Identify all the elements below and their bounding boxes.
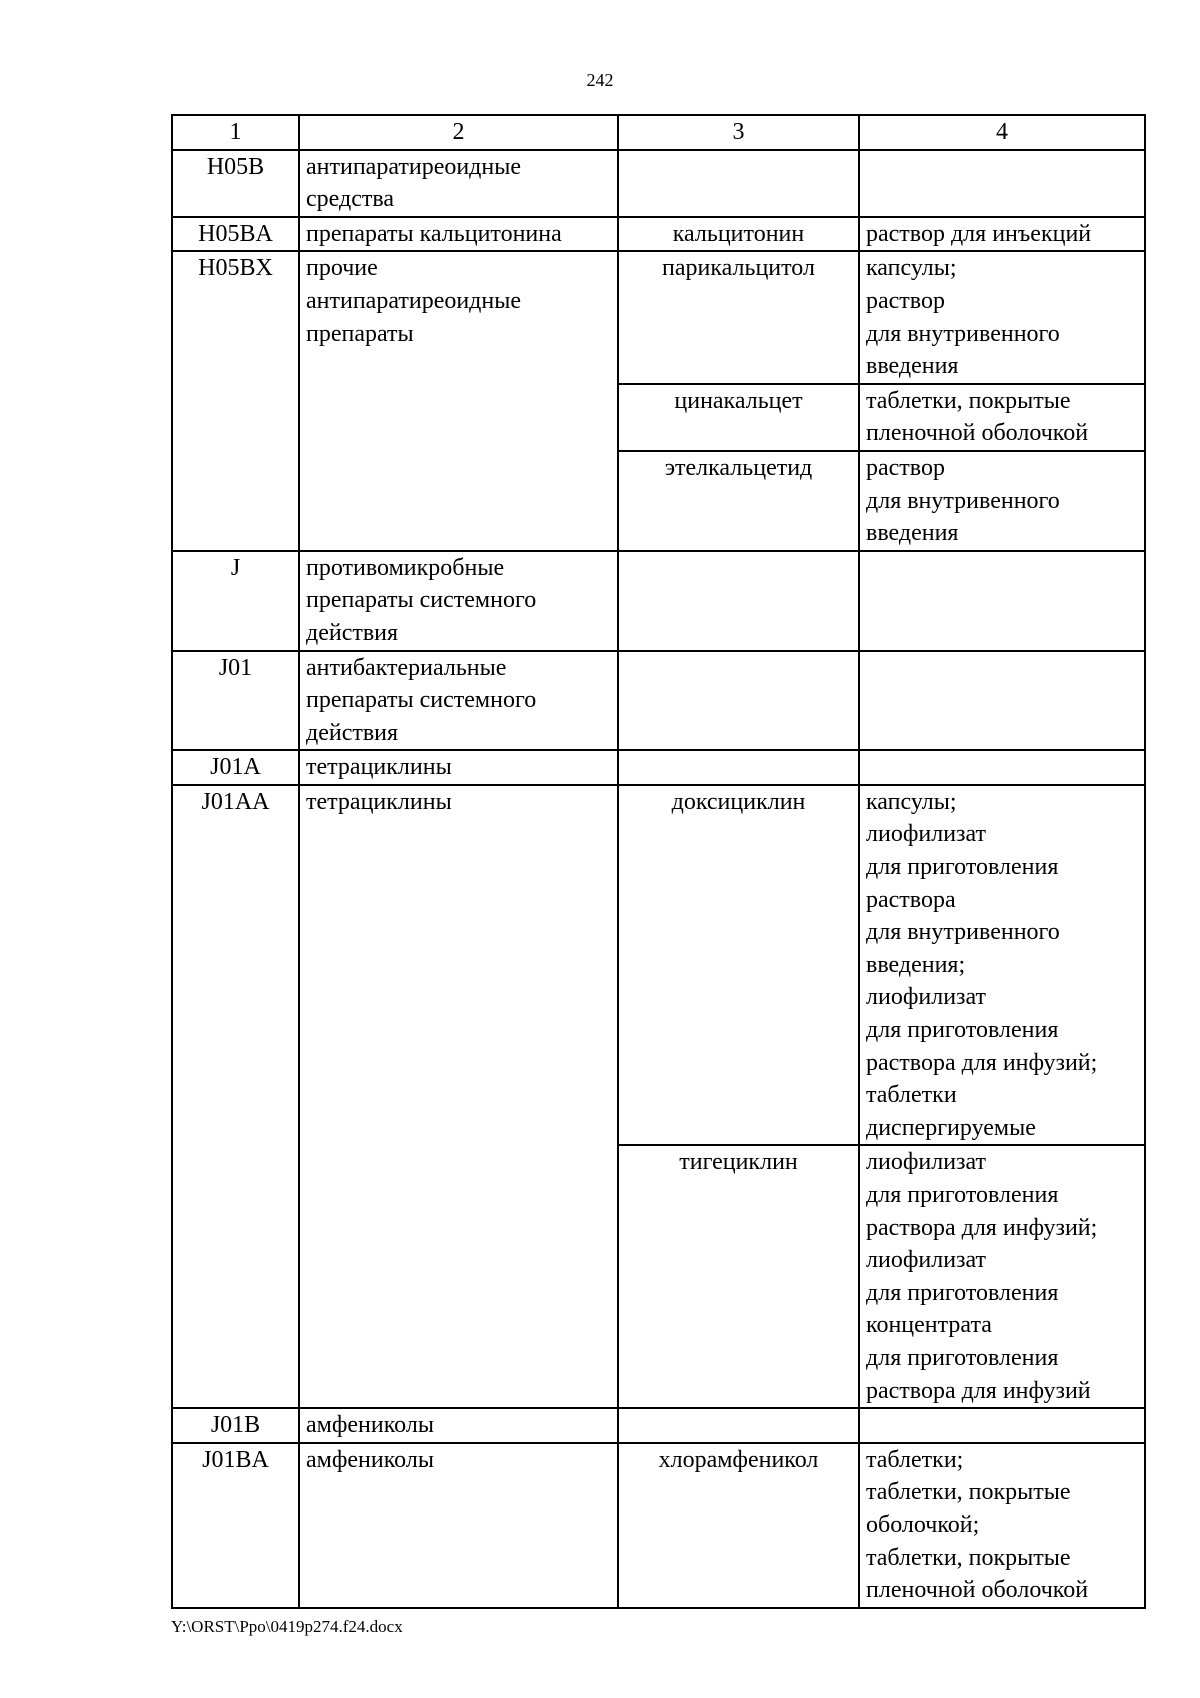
dosage-form-cell-line: для приготовления	[866, 1344, 1059, 1371]
inn-cell: цинакальцет	[618, 384, 859, 451]
table-row	[172, 651, 1145, 751]
inn-cell	[618, 1408, 859, 1443]
dosage-form-cell-line: капсулы;	[866, 788, 957, 815]
dosage-form-cell-line: введения	[866, 520, 959, 547]
group-name-cell-line: антипаратиреоидные	[306, 153, 522, 180]
group-name-cell-line: амфениколы	[306, 1412, 434, 1439]
group-name-cell	[299, 217, 618, 252]
group-name-cell-line: препараты кальцитонина	[306, 220, 562, 247]
dosage-form-cell-line: таблетки	[866, 1082, 957, 1109]
inn-cell: парикальцитол	[618, 251, 859, 383]
page-number: 242	[586, 70, 614, 90]
dosage-form-cell	[859, 384, 1145, 451]
dosage-form-cell-line: для приготовления	[866, 1279, 1059, 1306]
group-name-cell-line: средства	[306, 186, 395, 213]
table-row	[172, 551, 1145, 651]
table-row	[172, 150, 1145, 217]
atc-code-cell: H05BA	[172, 217, 299, 252]
group-name-cell-line: препараты системного	[306, 587, 537, 614]
dosage-form-cell	[859, 1443, 1145, 1608]
group-name-cell	[299, 1443, 618, 1608]
inn-cell: доксициклин	[618, 785, 859, 1146]
dosage-form-cell-line: для приготовления	[866, 1017, 1059, 1044]
dosage-form-cell-line: лиофилизат	[866, 821, 987, 848]
atc-code-cell: H05B	[172, 150, 299, 217]
dosage-form-cell	[859, 785, 1145, 1146]
dosage-form-cell	[859, 750, 1145, 785]
inn-cell: хлорамфеникол	[618, 1443, 859, 1608]
atc-code-cell: J	[172, 551, 299, 651]
dosage-form-cell-line: введения	[866, 353, 959, 380]
dosage-form-cell-line: таблетки;	[866, 1446, 964, 1473]
dosage-form-cell-line: для приготовления	[866, 854, 1059, 881]
drug-table	[171, 114, 1146, 1609]
inn-cell: этелкальцетид	[618, 451, 859, 551]
dosage-form-cell-line: раствора для инфузий	[866, 1377, 1091, 1404]
group-name-cell-line: действия	[306, 619, 399, 646]
atc-code-cell: J01AA	[172, 785, 299, 1408]
table-row	[172, 251, 1145, 383]
dosage-form-cell-line: лиофилизат	[866, 1247, 987, 1274]
dosage-form-cell-line: оболочкой;	[866, 1511, 980, 1538]
dosage-form-cell-line: концентрата	[866, 1312, 992, 1339]
dosage-form-cell-line: раствора	[866, 886, 956, 913]
column-header: 1	[172, 115, 299, 150]
dosage-form-cell-line: введения;	[866, 951, 966, 978]
group-name-cell	[299, 1408, 618, 1443]
column-header: 4	[859, 115, 1145, 150]
inn-cell	[618, 551, 859, 651]
group-name-cell-line: действия	[306, 719, 399, 746]
atc-code-cell: H05BX	[172, 251, 299, 550]
group-name-cell-line: прочие	[306, 255, 378, 282]
group-name-cell	[299, 150, 618, 217]
dosage-form-cell	[859, 150, 1145, 217]
dosage-form-cell-line: диспергируемые	[866, 1114, 1036, 1141]
dosage-form-cell-line: пленочной оболочкой	[866, 1577, 1089, 1604]
table-row	[172, 1443, 1145, 1608]
dosage-form-cell-line: для внутривенного	[866, 487, 1060, 514]
dosage-form-cell	[859, 251, 1145, 383]
group-name-cell-line: противомикробные	[306, 554, 505, 581]
group-name-cell-line: препараты системного	[306, 687, 537, 714]
dosage-form-cell-line: лиофилизат	[866, 1149, 987, 1176]
table-row	[172, 1408, 1145, 1443]
dosage-form-cell-line: для внутривенного	[866, 919, 1060, 946]
atc-code-cell: J01BA	[172, 1443, 299, 1608]
dosage-form-cell	[859, 1145, 1145, 1408]
group-name-cell-line: антибактериальные	[306, 654, 507, 681]
group-name-cell-line: антипаратиреоидные	[306, 287, 522, 314]
group-name-cell	[299, 651, 618, 751]
column-header: 3	[618, 115, 859, 150]
table-row	[172, 750, 1145, 785]
dosage-form-cell-line: таблетки, покрытые	[866, 387, 1071, 414]
group-name-cell	[299, 251, 618, 550]
dosage-form-cell-line: раствор	[866, 287, 945, 314]
inn-cell	[618, 150, 859, 217]
group-name-cell	[299, 750, 618, 785]
dosage-form-cell	[859, 217, 1145, 252]
dosage-form-cell-line: для внутривенного	[866, 320, 1060, 347]
table-body	[172, 150, 1145, 1608]
atc-code-cell: J01	[172, 651, 299, 751]
dosage-form-cell	[859, 451, 1145, 551]
column-header: 2	[299, 115, 618, 150]
group-name-cell	[299, 551, 618, 651]
inn-cell	[618, 750, 859, 785]
dosage-form-cell-line: капсулы;	[866, 255, 957, 282]
inn-cell: тигециклин	[618, 1145, 859, 1408]
inn-cell	[618, 651, 859, 751]
dosage-form-cell-line: раствор для инъекций	[866, 220, 1092, 247]
dosage-form-cell-line: таблетки, покрытые	[866, 1479, 1071, 1506]
dosage-form-cell-line: раствор	[866, 454, 945, 481]
group-name-cell-line: тетрациклины	[306, 788, 452, 815]
table-header-row	[172, 115, 1145, 150]
dosage-form-cell-line: для приготовления	[866, 1182, 1059, 1208]
group-name-cell	[299, 785, 618, 1408]
group-name-cell-line: амфениколы	[306, 1446, 434, 1473]
dosage-form-cell	[859, 651, 1145, 751]
group-name-cell-line: тетрациклины	[306, 754, 452, 781]
table-row	[172, 785, 1145, 1146]
atc-code-cell: J01A	[172, 750, 299, 785]
group-name-cell-line: препараты	[306, 320, 414, 347]
dosage-form-cell-line: пленочной оболочкой	[866, 420, 1089, 447]
dosage-form-cell	[859, 1408, 1145, 1443]
atc-code-cell: J01B	[172, 1408, 299, 1443]
inn-cell: кальцитонин	[618, 217, 859, 252]
file-path-footer: Y:\ORST\Ppo\0419p274.f24.docx	[171, 1617, 403, 1636]
table-row	[172, 217, 1145, 252]
dosage-form-cell-line: лиофилизат	[866, 984, 987, 1011]
dosage-form-cell-line: таблетки, покрытые	[866, 1544, 1071, 1571]
dosage-form-cell	[859, 551, 1145, 651]
dosage-form-cell-line: раствора для инфузий;	[866, 1049, 1098, 1076]
dosage-form-cell-line: раствора для инфузий;	[866, 1214, 1098, 1241]
